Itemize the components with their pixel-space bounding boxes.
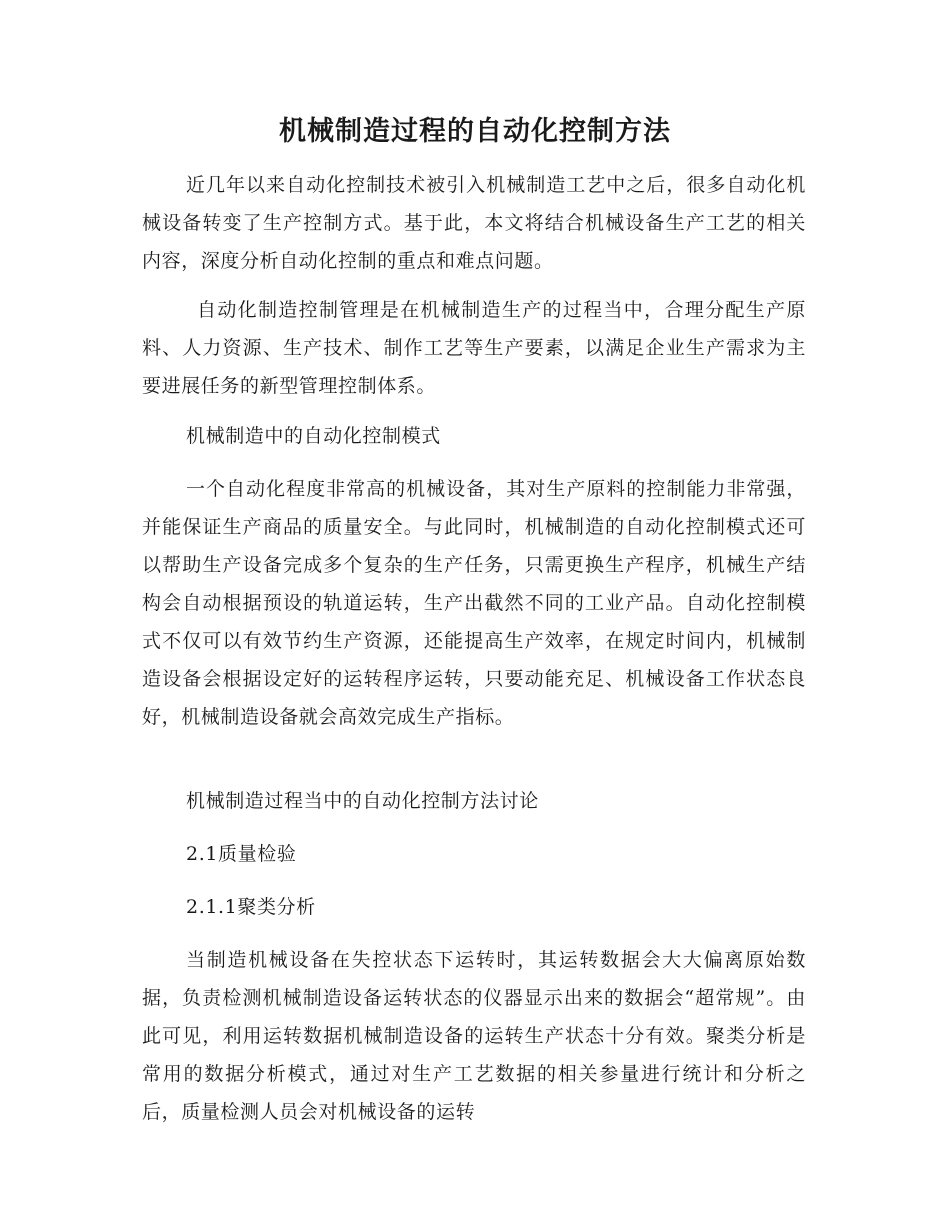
paragraph-control-mode: 一个自动化程度非常高的机械设备，其对生产原料的控制能力非常强，并能保证生产商品的质量安全。与此同时，机械制造的自动化控制模式还可以帮助生产设备完成多个复杂的生产任务，只需更换生产程序，机械生产结构会自动根据预设的轨道运转，生产出截然不同的工业产品。自动化控制模式不仅可以有效节约生产资源，还能提高生产效率，在规定时间内，机械制造设备会根据设定好的运转程序运转，只要动能充足、机械设备工作状态良好，机械制造设备就会高效完成生产指标。 — [142, 478, 806, 728]
subsubsection-heading-clustering: 2.1.1聚类分析 — [186, 896, 316, 918]
document-title: 机械制造过程的自动化控制方法 — [279, 116, 671, 147]
paragraph-definition: 自动化制造控制管理是在机械制造生产的过程当中，合理分配生产原料、人力资源、生产技术、制作工艺等生产要素，以满足企业生产需求为主要进展任务的新型管理控制体系。 — [142, 299, 806, 397]
paragraph-intro: 近几年以来自动化控制技术被引入机械制造工艺中之后，很多自动化机械设备转变了生产控制方式。基于此，本文将结合机械设备生产工艺的相关内容，深度分析自动化控制的重点和难点问题。 — [142, 174, 806, 272]
subsection-heading-quality: 2.1质量检验 — [186, 843, 297, 865]
section-heading-control-mode: 机械制造中的自动化控制模式 — [186, 425, 441, 447]
paragraph-clustering: 当制造机械设备在失控状态下运转时，其运转数据会大大偏离原始数据，负责检测机械制造设备运转状态的仪器显示出来的数据会“超常规”。由此可见，利用运转数据机械制造设备的运转生产状态十分有效。聚类分析是常用的数据分析模式，通过对生产工艺数据的相关参量进行统计和分析之后，质量检测人员会对机械设备的运转 — [142, 949, 806, 1123]
section-heading-methods: 机械制造过程当中的自动化控制方法讨论 — [186, 790, 539, 812]
